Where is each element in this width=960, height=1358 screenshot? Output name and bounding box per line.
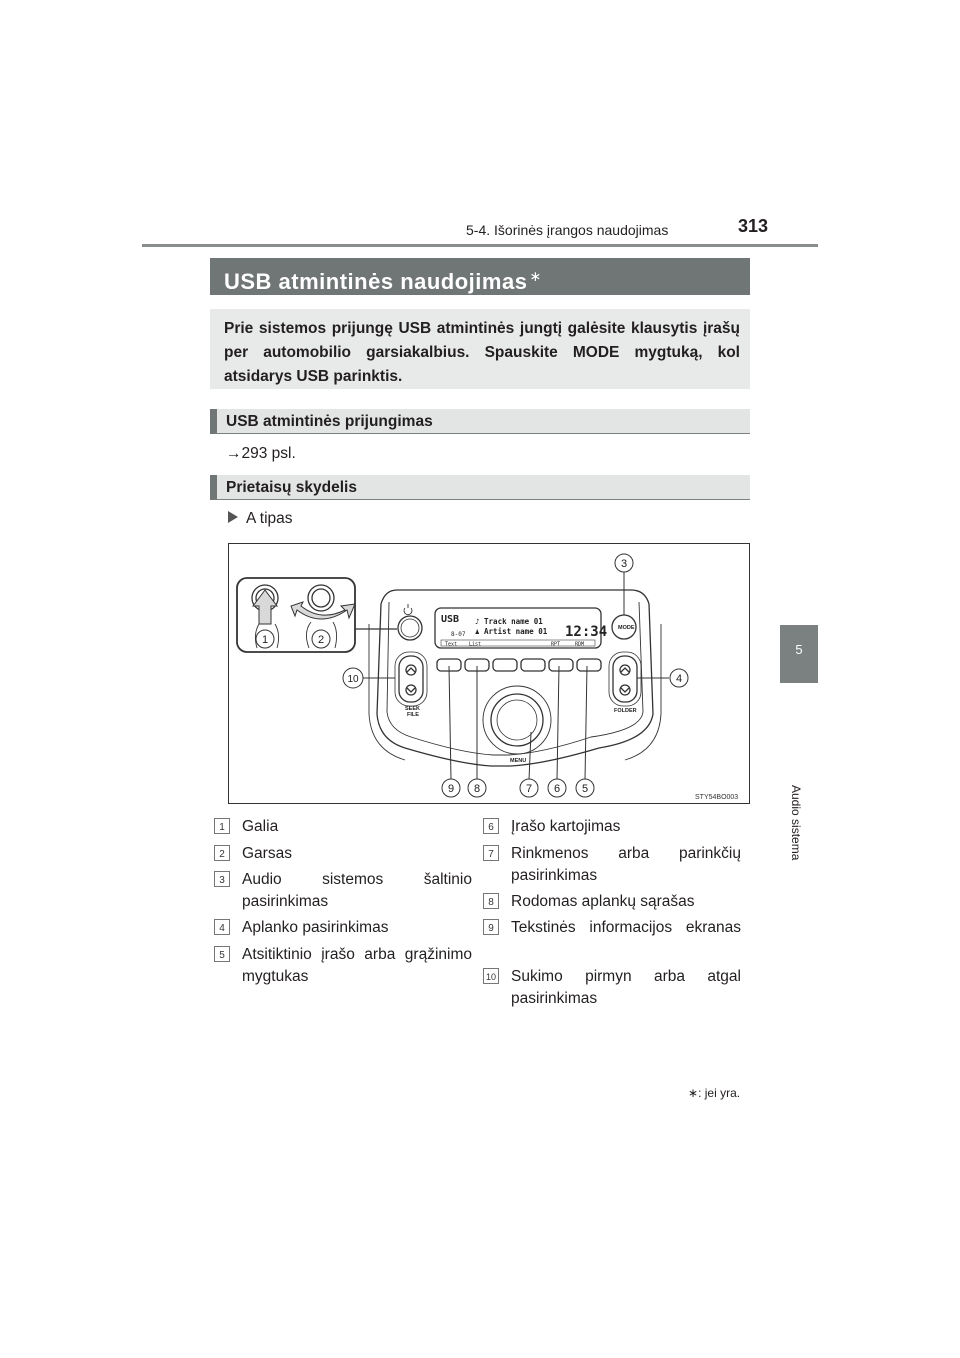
legend-number-icon: [483, 919, 499, 935]
svg-text:3: 3: [219, 875, 225, 886]
page-number: 313: [738, 216, 769, 236]
type-label-text: A tipas: [246, 510, 293, 527]
legend-number-icon: [214, 845, 230, 861]
softkey-list: List: [469, 641, 482, 648]
intro-paragraph: Prie sistemos prijungę USB atmintinės jungtį galėsite klausytis įrašų per automobilio garsiakalbius. Spauskite MODE mygtuką, kol atsidarys USB parinktis.: [210, 309, 750, 389]
legend-text: Įrašo kartojimas: [511, 818, 621, 835]
callout-2: 2: [317, 634, 325, 646]
legend-text: Aplanko pasirinkimas: [242, 919, 389, 936]
legend-text: Garsas: [242, 845, 292, 862]
legend-number-icon: [214, 871, 230, 887]
svg-text:8: 8: [488, 897, 494, 908]
section-title: 5-4. Išorinės įrangos naudojimas: [466, 222, 669, 238]
svg-text:2: 2: [219, 849, 225, 860]
triangle-bullet-icon: [226, 510, 240, 524]
page-reference: →293 psl.: [226, 445, 296, 462]
footnote: [688, 1086, 740, 1100]
svg-text:1: 1: [219, 822, 225, 833]
callout-6: 6: [553, 783, 561, 795]
callout-3: 3: [620, 558, 628, 570]
display-artist: Artist name 01: [484, 627, 548, 636]
legend-number-icon: [214, 946, 230, 962]
display-source: USB: [441, 614, 460, 625]
legend-number-icon: [483, 968, 499, 984]
legend-text: Sukimo pirmyn arba atgal pasirinkimas: [511, 968, 741, 1007]
menu-knob: [491, 694, 543, 746]
legend-text: Rodomas aplankų sąrašas: [511, 893, 695, 910]
softkey-text: Text: [445, 641, 458, 648]
svg-text:5: 5: [219, 950, 225, 961]
control-panel-figure: [228, 543, 750, 804]
softkey-rdm: RDM: [575, 641, 585, 648]
legend-text: Audio sistemos šaltinio pasirinkimas: [242, 871, 472, 910]
type-label: [226, 510, 293, 528]
legend-number-icon: [483, 893, 499, 909]
callout-10: 10: [347, 674, 359, 685]
svg-text:10: 10: [485, 972, 497, 982]
menu-label: MENU: [510, 758, 527, 764]
callout-1: 1: [261, 634, 269, 646]
legend-number-icon: [214, 818, 230, 834]
svg-text:♟ Artist name 01: ♟ Artist name 01: [475, 627, 548, 636]
subheading-panel: Prietaisų skydelis: [210, 475, 750, 500]
chapter-tab-label: Audio sistema: [789, 785, 803, 861]
legend-text: Atsitiktinio įrašo arba grąžinimo mygtukas: [242, 946, 472, 985]
control-panel-illustration: [229, 544, 749, 803]
chapter-tab-label-wrap: [770, 690, 820, 861]
page-heading: [210, 258, 750, 295]
svg-text:4: 4: [219, 923, 225, 934]
legend-text: Galia: [242, 818, 279, 835]
asterisk-icon: ∗: [529, 268, 542, 284]
figure-code: STY54BO003: [695, 794, 739, 801]
legend-number-icon: [214, 919, 230, 935]
display-track: Track name 01: [484, 617, 543, 626]
callout-7: 7: [525, 783, 533, 795]
callout-8: 8: [473, 783, 481, 795]
header-rule: [142, 244, 818, 247]
svg-text:6: 6: [488, 822, 494, 833]
callout-4: 4: [675, 673, 683, 685]
softkey-rpt: RPT: [551, 641, 561, 648]
subheading-connect: USB atmintinės prijungimas: [210, 409, 750, 434]
power-knob: [398, 616, 422, 640]
mode-label: MODE: [618, 625, 635, 631]
page-heading-text: USB atmintinės naudojimas: [224, 269, 528, 294]
asterisk-icon: ∗: [688, 1086, 699, 1100]
legend-text: Rinkmenos arba parinkčių pasirinkimas: [511, 845, 741, 884]
legend-number-icon: [483, 818, 499, 834]
svg-text:7: 7: [488, 849, 494, 860]
display-track-number: 8-07: [451, 631, 466, 638]
seek-label: SEEK: [405, 706, 420, 712]
svg-text:♪ Track name 01: ♪ Track name 01: [475, 617, 543, 626]
chapter-tab: 5: [780, 625, 818, 683]
svg-text:9: 9: [488, 923, 494, 934]
legend-text: Tekstinės informacijos ekranas: [511, 919, 741, 936]
legend-number-icon: [483, 845, 499, 861]
folder-label: FOLDER: [614, 708, 637, 714]
callout-5: 5: [581, 783, 589, 795]
callout-9: 9: [447, 783, 455, 795]
file-label: FILE: [407, 712, 419, 718]
display-time: 12:34: [565, 624, 608, 640]
footnote-text: : jei yra.: [698, 1086, 741, 1100]
